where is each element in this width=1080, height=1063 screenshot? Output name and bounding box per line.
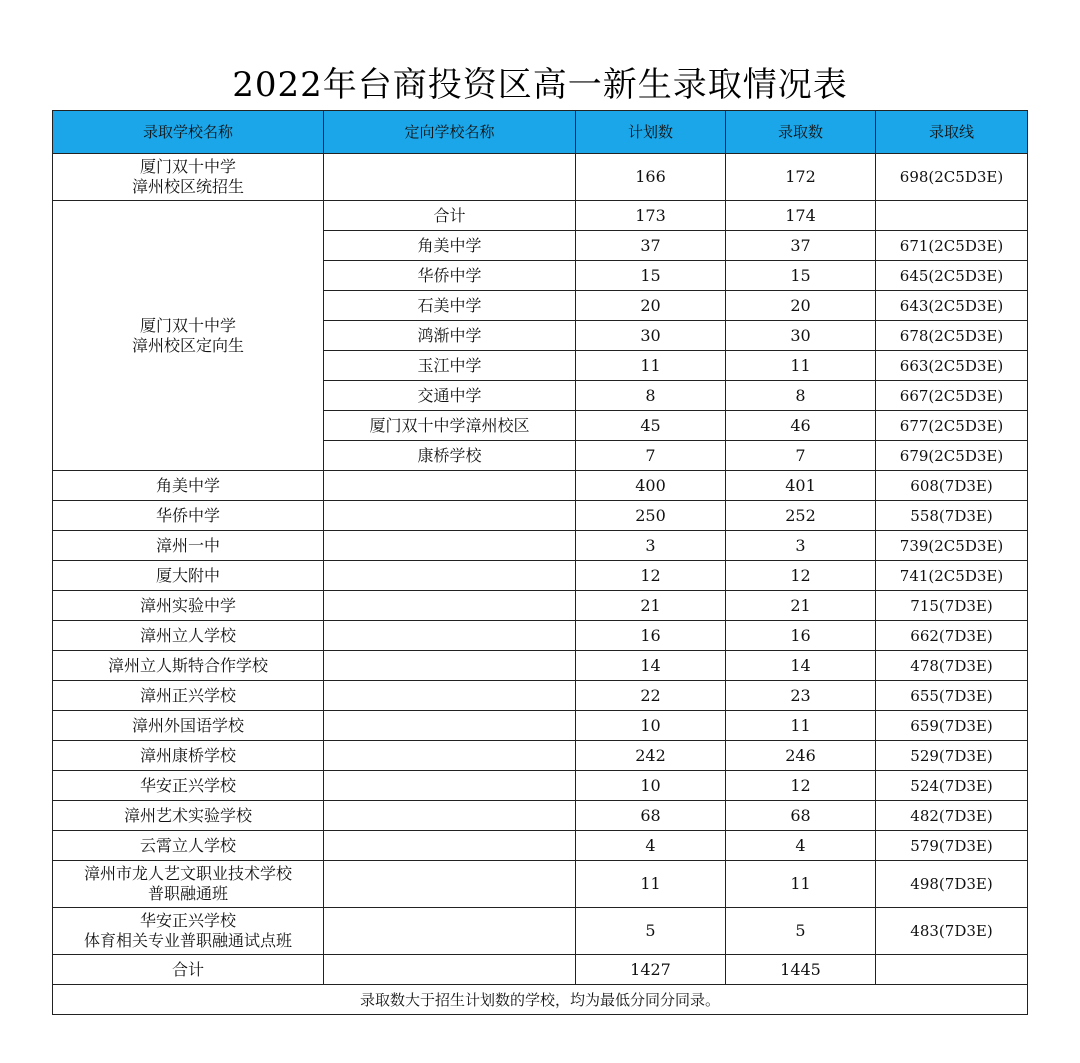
admitted-cell: 15 xyxy=(726,261,876,291)
school-name-cell xyxy=(53,908,324,955)
plan-cell: 11 xyxy=(576,861,726,908)
admitted-cell: 37 xyxy=(726,231,876,261)
plan-cell: 68 xyxy=(576,801,726,831)
directed-cell-empty xyxy=(324,471,576,501)
admitted-cell: 8 xyxy=(726,381,876,411)
line-cell: 739(2C5D3E) xyxy=(876,531,1028,561)
admitted-cell: 7 xyxy=(726,441,876,471)
school-name-cell: 角美中学 xyxy=(53,471,324,501)
directed-cell-empty xyxy=(324,831,576,861)
line-cell xyxy=(876,201,1028,231)
school-name-cell: 漳州艺术实验学校 xyxy=(53,801,324,831)
admitted-cell: 20 xyxy=(726,291,876,321)
footnote-row xyxy=(53,985,1028,1015)
admitted-cell: 11 xyxy=(726,711,876,741)
total-row xyxy=(53,955,1028,985)
school-name-line2: 漳州校区统招生 xyxy=(131,177,244,196)
plan-cell: 30 xyxy=(576,321,726,351)
directed-cell-empty xyxy=(324,531,576,561)
directed-name-cell: 鸿渐中学 xyxy=(324,321,576,351)
directed-cell-empty xyxy=(324,801,576,831)
directed-cell-empty xyxy=(324,621,576,651)
school-name-cell: 厦大附中 xyxy=(53,561,324,591)
directed-cell-empty xyxy=(324,711,576,741)
plan-cell: 166 xyxy=(576,154,726,201)
plan-cell: 45 xyxy=(576,411,726,441)
table-row xyxy=(53,154,1028,201)
school-name-line1: 漳州市龙人艺文职业技术学校 xyxy=(83,864,292,883)
line-cell: 698(2C5D3E) xyxy=(876,154,1028,201)
directed-cell-empty xyxy=(324,771,576,801)
directed-name-cell: 玉江中学 xyxy=(324,351,576,381)
school-name-cell: 漳州康桥学校 xyxy=(53,741,324,771)
directed-name-cell: 交通中学 xyxy=(324,381,576,411)
school-name-cell: 漳州外国语学校 xyxy=(53,711,324,741)
directed-name-cell: 康桥学校 xyxy=(324,441,576,471)
table-row xyxy=(53,861,1028,908)
plan-cell: 37 xyxy=(576,231,726,261)
admitted-cell: 252 xyxy=(726,501,876,531)
school-name-line1: 华安正兴学校 xyxy=(139,911,236,930)
line-cell: 478(7D3E) xyxy=(876,651,1028,681)
directed-cell-empty xyxy=(324,861,576,908)
line-cell: 558(7D3E) xyxy=(876,501,1028,531)
plan-cell: 15 xyxy=(576,261,726,291)
directed-name-cell: 角美中学 xyxy=(324,231,576,261)
plan-cell: 21 xyxy=(576,591,726,621)
plan-cell: 22 xyxy=(576,681,726,711)
admitted-cell: 68 xyxy=(726,801,876,831)
line-cell: 679(2C5D3E) xyxy=(876,441,1028,471)
admitted-cell: 12 xyxy=(726,561,876,591)
plan-cell: 5 xyxy=(576,908,726,955)
plan-cell: 10 xyxy=(576,711,726,741)
line-cell: 671(2C5D3E) xyxy=(876,231,1028,261)
table-row xyxy=(53,908,1028,955)
directed-cell-empty xyxy=(324,741,576,771)
school-name-line2: 普职融通班 xyxy=(147,884,228,903)
table-row xyxy=(53,621,1028,651)
line-cell: 579(7D3E) xyxy=(876,831,1028,861)
line-cell: 678(2C5D3E) xyxy=(876,321,1028,351)
school-name-cell xyxy=(53,861,324,908)
table-row xyxy=(53,561,1028,591)
admitted-cell: 5 xyxy=(726,908,876,955)
table-row xyxy=(53,531,1028,561)
admitted-cell: 11 xyxy=(726,861,876,908)
plan-cell: 242 xyxy=(576,741,726,771)
admitted-cell: 46 xyxy=(726,411,876,441)
admitted-cell: 401 xyxy=(726,471,876,501)
school-name-cell xyxy=(53,154,324,201)
plan-cell: 173 xyxy=(576,201,726,231)
line-cell: 645(2C5D3E) xyxy=(876,261,1028,291)
line-cell: 483(7D3E) xyxy=(876,908,1028,955)
admitted-cell: 30 xyxy=(726,321,876,351)
table-row xyxy=(53,591,1028,621)
admitted-cell: 23 xyxy=(726,681,876,711)
directed-name-cell: 华侨中学 xyxy=(324,261,576,291)
table-row xyxy=(53,741,1028,771)
plan-cell: 11 xyxy=(576,351,726,381)
school-name-cell: 华安正兴学校 xyxy=(53,771,324,801)
plan-cell: 400 xyxy=(576,471,726,501)
directed-cell-empty xyxy=(324,561,576,591)
school-name-line2: 体育相关专业普职融通试点班 xyxy=(83,931,292,950)
plan-cell: 8 xyxy=(576,381,726,411)
school-name-cell: 漳州一中 xyxy=(53,531,324,561)
line-cell: 663(2C5D3E) xyxy=(876,351,1028,381)
directed-cell-empty xyxy=(324,651,576,681)
line-cell: 608(7D3E) xyxy=(876,471,1028,501)
line-cell: 655(7D3E) xyxy=(876,681,1028,711)
line-cell: 662(7D3E) xyxy=(876,621,1028,651)
school-name-cell: 漳州立人斯特合作学校 xyxy=(53,651,324,681)
directed-name-cell: 厦门双十中学漳州校区 xyxy=(324,411,576,441)
table-row xyxy=(53,201,1028,231)
admitted-cell: 12 xyxy=(726,771,876,801)
directed-cell-empty xyxy=(324,955,576,985)
line-cell: 677(2C5D3E) xyxy=(876,411,1028,441)
school-name-cell: 漳州正兴学校 xyxy=(53,681,324,711)
line-cell: 643(2C5D3E) xyxy=(876,291,1028,321)
plan-cell: 3 xyxy=(576,531,726,561)
directed-name-cell: 石美中学 xyxy=(324,291,576,321)
directed-group-school-cell xyxy=(53,201,324,471)
plan-cell: 7 xyxy=(576,441,726,471)
admitted-cell: 246 xyxy=(726,741,876,771)
page-title: 2022年台商投资区高一新生录取情况表 xyxy=(232,65,848,105)
directed-cell-empty xyxy=(324,681,576,711)
directed-cell-empty xyxy=(324,501,576,531)
table-row xyxy=(53,501,1028,531)
line-cell: 659(7D3E) xyxy=(876,711,1028,741)
admitted-cell: 11 xyxy=(726,351,876,381)
plan-cell: 14 xyxy=(576,651,726,681)
line-cell: 715(7D3E) xyxy=(876,591,1028,621)
directed-cell-empty xyxy=(324,154,576,201)
table-row xyxy=(53,471,1028,501)
table-row xyxy=(53,771,1028,801)
admitted-cell: 172 xyxy=(726,154,876,201)
school-name-line1: 厦门双十中学 xyxy=(139,157,236,176)
admitted-cell: 3 xyxy=(726,531,876,561)
school-name-line1: 厦门双十中学 xyxy=(139,315,236,335)
line-cell: 741(2C5D3E) xyxy=(876,561,1028,591)
col-header-directed: 定向学校名称 xyxy=(324,111,576,154)
total-line-empty xyxy=(876,955,1028,985)
total-plan: 1427 xyxy=(576,955,726,985)
line-cell: 529(7D3E) xyxy=(876,741,1028,771)
plan-cell: 250 xyxy=(576,501,726,531)
school-name-cell: 漳州立人学校 xyxy=(53,621,324,651)
table-row xyxy=(53,831,1028,861)
table-row xyxy=(53,801,1028,831)
admitted-cell: 4 xyxy=(726,831,876,861)
admitted-cell: 16 xyxy=(726,621,876,651)
school-name-cell: 漳州实验中学 xyxy=(53,591,324,621)
admitted-cell: 174 xyxy=(726,201,876,231)
directed-name-cell: 合计 xyxy=(324,201,576,231)
col-header-school: 录取学校名称 xyxy=(53,111,324,154)
total-label: 合计 xyxy=(53,955,324,985)
admitted-cell: 21 xyxy=(726,591,876,621)
table-row xyxy=(53,681,1028,711)
school-name-cell: 华侨中学 xyxy=(53,501,324,531)
plan-cell: 10 xyxy=(576,771,726,801)
school-name-cell: 云霄立人学校 xyxy=(53,831,324,861)
col-header-plan: 计划数 xyxy=(576,111,726,154)
line-cell: 667(2C5D3E) xyxy=(876,381,1028,411)
plan-cell: 4 xyxy=(576,831,726,861)
directed-cell-empty xyxy=(324,591,576,621)
line-cell: 524(7D3E) xyxy=(876,771,1028,801)
total-admitted: 1445 xyxy=(726,955,876,985)
admission-table xyxy=(52,110,1028,1015)
plan-cell: 16 xyxy=(576,621,726,651)
directed-cell-empty xyxy=(324,908,576,955)
col-header-admitted: 录取数 xyxy=(726,111,876,154)
line-cell: 482(7D3E) xyxy=(876,801,1028,831)
footnote: 录取数大于招生计划数的学校，均为最低分同分同录。 xyxy=(53,985,1028,1015)
school-name-line2: 漳州校区定向生 xyxy=(131,335,244,355)
plan-cell: 20 xyxy=(576,291,726,321)
table-row xyxy=(53,711,1028,741)
line-cell: 498(7D3E) xyxy=(876,861,1028,908)
header-row xyxy=(53,111,1028,154)
table-row xyxy=(53,651,1028,681)
plan-cell: 12 xyxy=(576,561,726,591)
col-header-line: 录取线 xyxy=(876,111,1028,154)
admitted-cell: 14 xyxy=(726,651,876,681)
